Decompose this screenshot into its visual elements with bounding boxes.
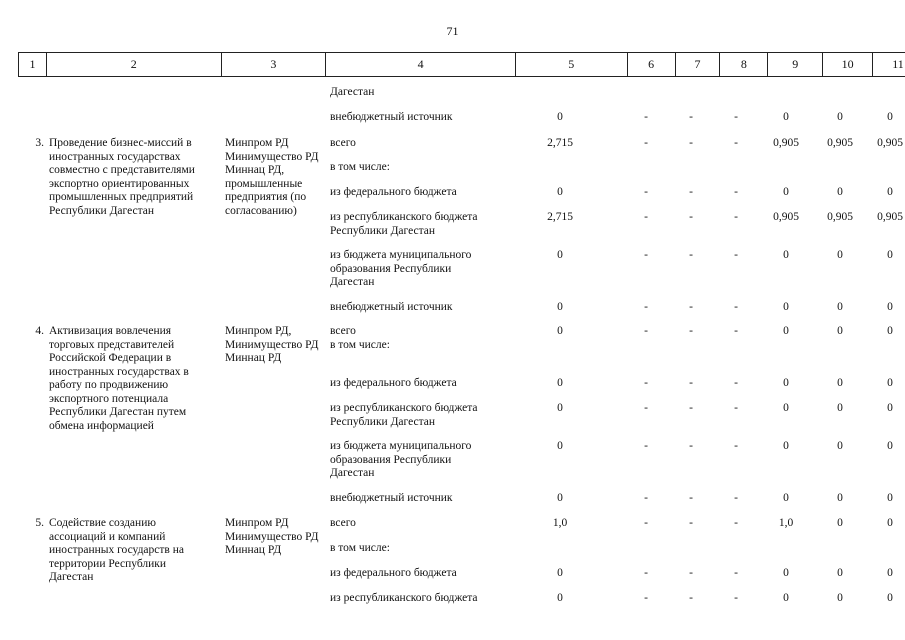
value-col-6: -: [644, 440, 648, 452]
value-col-10: 0,905: [827, 211, 853, 223]
value-col-5: 0: [557, 325, 563, 337]
funding-source: внебюджетный источник: [330, 111, 453, 123]
funding-source: в том числе:: [330, 161, 390, 173]
value-col-5: 0: [557, 111, 563, 123]
value-col-9: 0: [783, 186, 789, 198]
funding-source: Дагестан: [330, 86, 375, 98]
value-col-7: -: [689, 186, 693, 198]
value-col-6: -: [644, 402, 648, 414]
executor: Минпром РД Минимущество РД Миннац РД, промышленные предприятия (по согласованию): [225, 137, 319, 217]
funding-source: из федерального бюджета: [330, 567, 457, 579]
value-col-7: -: [689, 567, 693, 579]
value-col-11: 0: [887, 186, 893, 198]
value-col-7: -: [689, 111, 693, 123]
value-col-9: 0: [783, 249, 789, 261]
header-cell-10: 10: [823, 53, 873, 76]
value-col-10: 0: [837, 567, 843, 579]
value-col-11: 0: [887, 325, 893, 337]
value-col-10: 0: [837, 249, 843, 261]
value-col-5: 0: [557, 377, 563, 389]
value-col-11: 0: [887, 377, 893, 389]
value-col-7: -: [689, 325, 693, 337]
value-col-9: 0: [783, 325, 789, 337]
value-col-7: -: [689, 592, 693, 604]
activity-name: Проведение бизнес-миссий в иностранных государствах совместно с представителями экспортно ориентированных промышленных предприятий Республики Дагестан: [49, 137, 195, 217]
value-col-6: -: [644, 567, 648, 579]
value-col-6: -: [644, 517, 648, 529]
value-col-11: 0: [887, 517, 893, 529]
header-cell-11: 11: [892, 57, 904, 71]
value-col-5: 0: [557, 592, 563, 604]
value-col-10: 0,905: [827, 137, 853, 149]
value-col-7: -: [689, 492, 693, 504]
value-col-10: 0: [837, 186, 843, 198]
row-number: 5.: [35, 517, 44, 529]
funding-source: всего в том числе:: [330, 325, 390, 351]
header-cell-9: 9: [768, 53, 823, 76]
value-col-8: -: [734, 440, 738, 452]
value-col-6: -: [644, 249, 648, 261]
funding-source: из бюджета муниципального образования Республики Дагестан: [330, 440, 472, 479]
value-col-5: 2,715: [547, 137, 573, 149]
value-col-8: -: [734, 137, 738, 149]
value-col-10: 0: [837, 301, 843, 313]
value-col-7: -: [689, 517, 693, 529]
value-col-8: -: [734, 567, 738, 579]
value-col-5: 2,715: [547, 211, 573, 223]
value-col-5: 1,0: [552, 517, 568, 529]
funding-source: внебюджетный источник: [330, 301, 453, 313]
value-col-10: 0: [837, 517, 843, 529]
value-col-6: -: [644, 301, 648, 313]
value-col-7: -: [689, 301, 693, 313]
funding-source: из федерального бюджета: [330, 377, 457, 389]
funding-source: из бюджета муниципального образования Республики Дагестан: [330, 249, 472, 288]
activity-name: Активизация вовлечения торговых представителей Российской Федерации в иностранных государствах в работу по продвижению экспортного потенциала Республики Дагестан путем обмена информацией: [49, 325, 189, 432]
value-col-8: -: [734, 111, 738, 123]
funding-source: всего: [330, 517, 356, 529]
executor: Минпром РД Минимущество РД Миннац РД: [225, 517, 319, 556]
header-cell-1: 1: [19, 53, 47, 76]
value-col-5: 0: [557, 402, 563, 414]
value-col-5: 0: [557, 301, 563, 313]
value-col-9: 0: [783, 377, 789, 389]
funding-source: из федерального бюджета: [330, 186, 457, 198]
funding-source: из республиканского бюджета Республики Дагестан: [330, 402, 478, 428]
value-col-10: 0: [837, 402, 843, 414]
value-col-7: -: [689, 402, 693, 414]
value-col-7: -: [689, 377, 693, 389]
row-number: 3.: [35, 137, 44, 149]
funding-source: внебюджетный источник: [330, 492, 453, 504]
value-col-7: -: [689, 211, 693, 223]
table-header: [18, 52, 905, 77]
value-col-10: 0: [837, 440, 843, 452]
value-col-10: 0: [837, 377, 843, 389]
value-col-6: -: [644, 111, 648, 123]
value-col-6: -: [644, 186, 648, 198]
value-col-11: 0: [887, 301, 893, 313]
value-col-5: 0: [557, 440, 563, 452]
value-col-10: 0: [837, 492, 843, 504]
value-col-9: 0: [783, 111, 789, 123]
value-col-7: -: [689, 440, 693, 452]
value-col-8: -: [734, 301, 738, 313]
header-cell-5: 5: [516, 53, 628, 76]
value-col-9: 0: [783, 301, 789, 313]
value-col-11: 0,905: [877, 211, 903, 223]
value-col-6: -: [644, 211, 648, 223]
value-col-11: 0: [887, 111, 893, 123]
value-col-8: -: [734, 492, 738, 504]
value-col-9: 0: [783, 440, 789, 452]
value-col-6: -: [644, 137, 648, 149]
page-number: 71: [446, 24, 459, 38]
value-col-6: -: [644, 492, 648, 504]
value-col-11: 0: [887, 592, 893, 604]
value-col-5: 0: [557, 492, 563, 504]
header-cell-6: 6: [628, 53, 676, 76]
value-col-9: 0,905: [773, 211, 799, 223]
funding-source: всего: [330, 137, 356, 149]
value-col-10: 0: [837, 325, 843, 337]
value-col-11: 0: [887, 492, 893, 504]
value-col-8: -: [734, 402, 738, 414]
value-col-11: 0: [887, 440, 893, 452]
value-col-11: 0: [887, 249, 893, 261]
funding-source: из республиканского бюджета: [330, 592, 478, 604]
header-cell-3: 3: [222, 53, 327, 76]
value-col-5: 0: [557, 249, 563, 261]
value-col-9: 0,905: [773, 137, 799, 149]
value-col-8: -: [734, 186, 738, 198]
value-col-11: 0,905: [877, 137, 903, 149]
row-number: 4.: [35, 325, 44, 337]
value-col-9: 0: [783, 567, 789, 579]
value-col-6: -: [644, 592, 648, 604]
value-col-8: -: [734, 249, 738, 261]
value-col-8: -: [734, 325, 738, 337]
value-col-6: -: [644, 325, 648, 337]
value-col-5: 0: [557, 186, 563, 198]
header-cell-4: 4: [326, 53, 516, 76]
value-col-9: 0: [783, 492, 789, 504]
value-col-7: -: [689, 249, 693, 261]
value-col-7: -: [689, 137, 693, 149]
activity-name: Содействие созданию ассоциаций и компаний иностранных государств на территории Республики Дагестан: [49, 517, 184, 583]
funding-source: в том числе:: [330, 542, 390, 554]
value-col-8: -: [734, 377, 738, 389]
value-col-8: -: [734, 592, 738, 604]
value-col-9: 0: [783, 402, 789, 414]
executor: Минпром РД, Минимущество РД Миннац РД: [225, 325, 319, 364]
header-cell-8: 8: [720, 53, 768, 76]
header-cell-7: 7: [676, 53, 721, 76]
funding-source: из республиканского бюджета Республики Дагестан: [330, 211, 478, 237]
value-col-10: 0: [837, 592, 843, 604]
value-col-6: -: [644, 377, 648, 389]
value-col-8: -: [734, 211, 738, 223]
value-col-9: 0: [783, 592, 789, 604]
value-col-10: 0: [837, 111, 843, 123]
value-col-11: 0: [887, 567, 893, 579]
value-col-5: 0: [557, 567, 563, 579]
value-col-9: 1,0: [778, 517, 794, 529]
header-cell-2: 2: [47, 53, 222, 76]
value-col-8: -: [734, 517, 738, 529]
value-col-11: 0: [887, 402, 893, 414]
